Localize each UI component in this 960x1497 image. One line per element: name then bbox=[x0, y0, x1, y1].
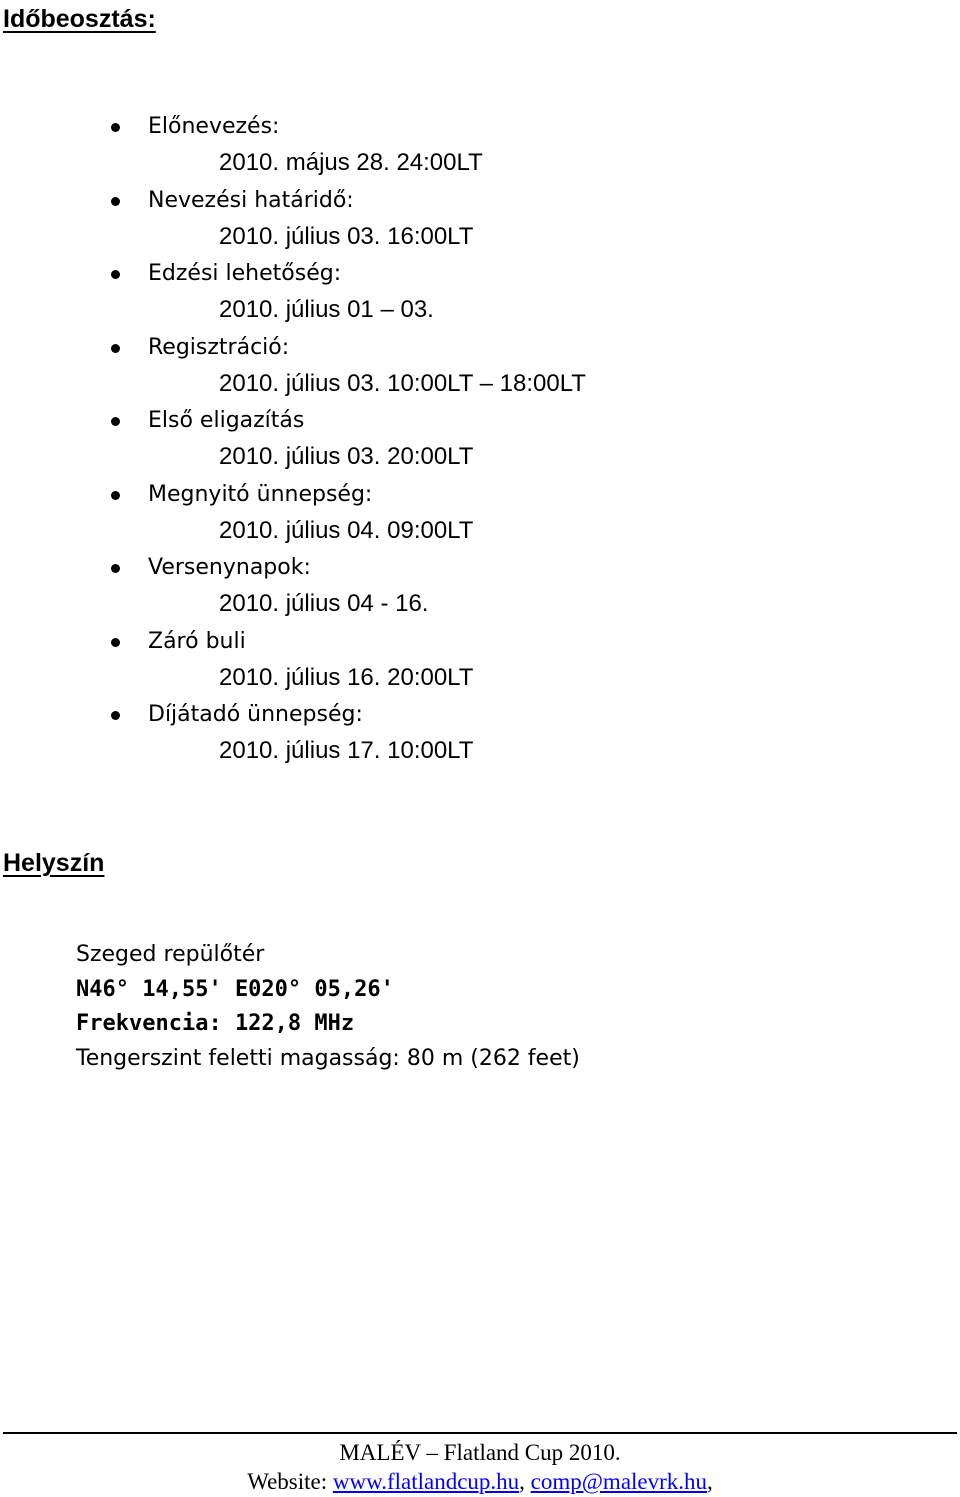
airport-name: Szeged repülőtér bbox=[76, 942, 265, 967]
schedule-item-date: 2010. július 04. 09:00LT bbox=[219, 516, 474, 544]
bullet-icon bbox=[111, 491, 120, 500]
schedule-item-training bbox=[0, 257, 960, 331]
footer-separator: , bbox=[519, 1469, 531, 1494]
schedule-heading: Időbeosztás: bbox=[3, 5, 156, 33]
schedule-list bbox=[0, 110, 960, 772]
schedule-item-label: Edzési lehetőség: bbox=[148, 261, 342, 286]
footer-divider bbox=[3, 1432, 957, 1434]
schedule-item-label: Előnevezés: bbox=[148, 114, 280, 139]
radio-frequency: Frekvencia: 122,8 MHz bbox=[76, 1011, 355, 1036]
bullet-icon bbox=[111, 417, 120, 426]
schedule-item-registration bbox=[0, 331, 960, 405]
page-footer bbox=[0, 1438, 960, 1496]
footer-contact-line bbox=[0, 1467, 960, 1496]
schedule-item-opening-ceremony bbox=[0, 478, 960, 552]
schedule-item-date: 2010. július 01 – 03. bbox=[219, 296, 434, 323]
schedule-item-date: 2010. július 03. 10:00LT – 18:00LT bbox=[219, 369, 586, 397]
bullet-icon bbox=[111, 638, 120, 647]
schedule-item-label: Regisztráció: bbox=[148, 334, 290, 360]
schedule-item-label: Záró buli bbox=[148, 628, 246, 654]
schedule-item-label: Első eligazítás bbox=[148, 408, 305, 433]
schedule-item-pre-entry bbox=[0, 110, 960, 184]
bullet-icon bbox=[111, 711, 120, 720]
bullet-icon bbox=[111, 197, 120, 206]
schedule-item-date: 2010. július 16. 20:00LT bbox=[219, 663, 474, 691]
email-link[interactable]: comp@malevrk.hu bbox=[530, 1469, 708, 1494]
footer-event-title: MALÉV – Flatland Cup 2010. bbox=[339, 1440, 621, 1465]
schedule-item-first-briefing bbox=[0, 404, 960, 478]
location-heading: Helyszín bbox=[3, 849, 105, 877]
schedule-item-label: Versenynapok: bbox=[148, 555, 311, 580]
schedule-item-label: Megnyitó ünnepség: bbox=[148, 481, 373, 507]
footer-trailing-comma: , bbox=[707, 1469, 713, 1494]
schedule-item-label: Díjátadó ünnepség: bbox=[148, 702, 363, 727]
bullet-icon bbox=[111, 123, 120, 132]
schedule-item-date: 2010. július 03. 20:00LT bbox=[219, 443, 474, 470]
schedule-item-entry-deadline bbox=[0, 184, 960, 258]
location-details bbox=[76, 938, 956, 1076]
schedule-item-competition-days bbox=[0, 551, 960, 625]
schedule-item-date: 2010. július 04 - 16. bbox=[219, 590, 429, 617]
schedule-item-date: 2010. május 28. 24:00LT bbox=[219, 149, 483, 176]
coordinates: N46° 14,55' E020° 05,26' bbox=[76, 976, 394, 1002]
schedule-item-closing-party bbox=[0, 625, 960, 699]
website-label: Website: bbox=[247, 1469, 333, 1494]
website-link[interactable]: www.flatlandcup.hu bbox=[332, 1469, 520, 1494]
bullet-icon bbox=[111, 270, 120, 279]
schedule-item-award-ceremony bbox=[0, 698, 960, 772]
schedule-item-label: Nevezési határidő: bbox=[148, 187, 354, 213]
bullet-icon bbox=[111, 344, 120, 353]
schedule-item-date: 2010. július 17. 10:00LT bbox=[219, 737, 474, 764]
elevation: Tengerszint feletti magasság: 80 m (262 feet) bbox=[76, 1045, 580, 1071]
schedule-item-date: 2010. július 03. 16:00LT bbox=[219, 222, 474, 250]
bullet-icon bbox=[111, 564, 120, 573]
